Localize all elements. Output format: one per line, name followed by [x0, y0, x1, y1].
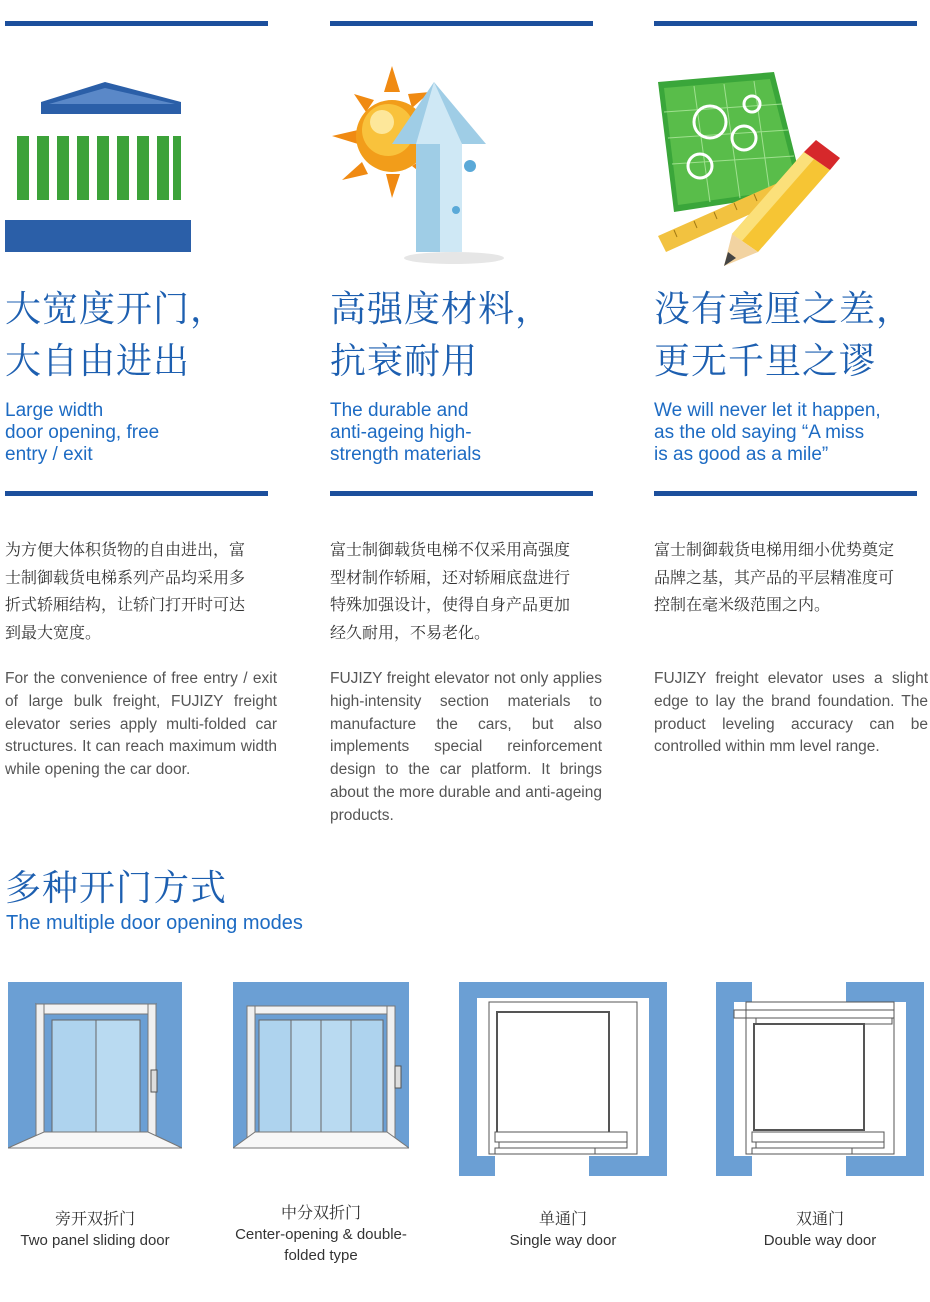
- columns-building-icon: [5, 62, 205, 272]
- feature-en-title: We will never let it happen, as the old saying “A miss is as good as a mile”: [654, 400, 881, 465]
- single-way-door-plan-icon: [459, 982, 667, 1176]
- feature-cn-body: 富士制御载货电梯不仅采用高强度 型材制作轿厢，还对轿厢底盘进行 特殊加强设计，使得自身产品更加 经久耐用，不易老化。: [330, 540, 571, 642]
- blueprint-pencil-icon: [654, 62, 854, 272]
- top-divider: [330, 21, 593, 26]
- sun-arrow-icon: [330, 62, 530, 272]
- feature-cn-title: 高强度材料， 抗衰耐用: [330, 289, 553, 382]
- mid-divider: [5, 491, 268, 496]
- section-title-cn: 多种开门方式: [5, 868, 228, 909]
- feature-en-body: For the convenience of free entry / exit of large bulk freight, FUJIZY freight elevator series apply multi-folded car structures. It can reach maximum width while opening the car door.: [5, 670, 277, 779]
- door-label: 单通门 Single way door: [509, 1209, 617, 1249]
- feature-cn-title: 大宽度开门， 大自由进出: [5, 289, 228, 382]
- feature-en-title: Large width door opening, free entry / exit: [5, 400, 160, 465]
- mid-divider: [654, 491, 917, 496]
- top-divider: [5, 21, 268, 26]
- top-divider: [654, 21, 917, 26]
- feature-cn-title: 没有毫厘之差， 更无千里之谬: [654, 289, 914, 382]
- feature-cn-body: 富士制御载货电梯用细小优势奠定 品牌之基，其产品的平层精准度可 控制在毫米级范围之内。: [654, 540, 895, 614]
- two-panel-door-icon: [8, 982, 182, 1176]
- section-title-en: The multiple door opening modes: [6, 912, 303, 934]
- center-opening-door-icon: [233, 982, 409, 1176]
- feature-en-title: The durable and anti-ageing high- strength materials: [330, 400, 482, 465]
- door-label: 中分双折门 Center-opening & double- folded type: [235, 1203, 407, 1264]
- mid-divider: [330, 491, 593, 496]
- door-label: 双通门 Double way door: [763, 1209, 877, 1249]
- feature-en-body: FUJIZY freight elevator uses a slight edge to lay the brand foundation. The product leveling accuracy can be controlled within mm level range.: [654, 670, 928, 756]
- feature-cn-body: 为方便大体积货物的自由进出，富 士制御载货电梯系列产品均采用多 折式轿厢结构，让轿门打开时可达 到最大宽度。: [5, 540, 246, 642]
- double-way-door-plan-icon: [716, 982, 924, 1176]
- feature-en-body: FUJIZY freight elevator not only applies high-intensity section materials to manufacture the cars, but also implements special reinforcement design to the car platform. It brings about the more durable and anti-ageing products.: [330, 670, 602, 824]
- door-label: 旁开双折门 Two panel sliding door: [20, 1209, 170, 1249]
